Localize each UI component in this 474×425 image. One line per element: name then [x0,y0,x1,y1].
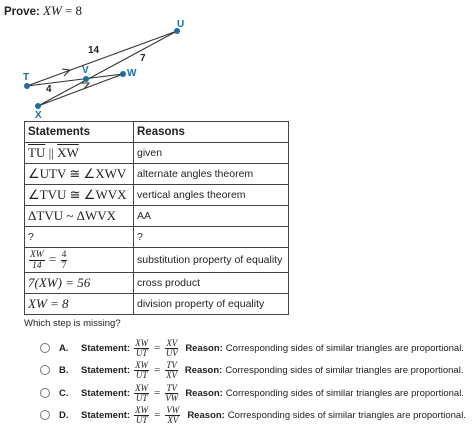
choice-c[interactable] [40,384,464,402]
table-row [25,248,289,273]
statement-cell: ? [25,227,134,248]
point-v [83,76,89,82]
choice-reason: Corresponding sides of similar triangles are proportional. [225,342,464,354]
statement-cell: ∠UTV ≅ ∠XWV [25,164,134,185]
label-t: T [23,72,30,83]
reason-cell: alternate angles theorem [134,164,289,185]
radio-b[interactable] [40,365,50,375]
point-x [35,103,41,109]
reason-label: Reason: [187,409,225,421]
reason-cell: AA [134,206,289,227]
reason-cell: vertical angles theorem [134,185,289,206]
choice-a[interactable] [40,339,464,357]
radio-a[interactable] [40,343,50,353]
table-row [25,143,289,164]
choice-letter: A. [59,342,69,354]
choice-equation: $\frac{XW}{UT}$ = $\frac{TV}{VW}$ [135,382,179,403]
choice-d[interactable] [40,406,466,424]
table-header-row [25,122,289,143]
header-statements: Statements [25,122,134,143]
statement-cell: XW = 8 [25,294,134,315]
prove-rhs: 8 [75,3,83,18]
question-text: Which step is missing? [24,318,121,329]
reason-label: Reason: [185,387,223,399]
reason-cell: division property of equality [134,294,289,315]
label-tv-length: 14 [88,45,100,56]
statement-cell: 7(XW) = 56 [25,273,134,294]
prove-label: Prove: [4,6,40,18]
geometry-diagram [0,18,200,120]
header-reasons: Reasons [134,122,289,143]
reason-label: Reason: [185,342,223,354]
segment-tu [27,31,177,86]
statement-cell: ΔTVU ~ ΔWVX [25,206,134,227]
statement-label: Statement: [81,387,131,399]
label-u: U [177,19,185,30]
label-x: X [35,110,42,120]
choice-letter: B. [59,364,69,376]
reason-label: Reason: [184,364,223,376]
choice-reason: Corresponding sides of similar triangles are proportional. [227,409,466,421]
point-w [120,71,126,77]
parallel-mark-icon [81,83,89,89]
statement-cell: $\overline{TU}$ || $\overline{XW}$ [25,143,134,164]
table-row [25,164,289,185]
proof-table [24,121,289,315]
choice-letter: C. [59,387,69,399]
statement-label: Statement: [81,342,131,354]
radio-c[interactable] [40,388,50,398]
point-t [24,83,30,89]
table-row [25,273,289,294]
reason-cell: given [134,143,289,164]
table-row [25,227,289,248]
choice-equation: $\frac{XW}{UT}$ = $\frac{XV}{UV}$ [135,337,178,358]
label-xv-length: 4 [46,84,52,95]
choice-b[interactable] [40,361,463,379]
radio-d[interactable] [40,410,50,420]
statement-label: Statement: [81,364,131,376]
table-row [25,294,289,315]
choice-letter: D. [59,409,69,421]
statement-cell: $\frac{XW}{14}$ = $\frac{4}{7}$ [25,248,134,273]
label-v: V [82,65,89,76]
prove-eq: = [64,3,73,18]
choice-reason: Corresponding sides of similar triangles are proportional. [225,364,464,376]
reason-cell: cross product [134,273,289,294]
table-row [25,185,289,206]
prove-statement [4,3,82,19]
prove-lhs: XW [43,3,62,18]
choice-equation: $\frac{XW}{UT}$ = $\frac{VW}{XV}$ [135,404,180,425]
reason-cell: ? [134,227,289,248]
statement-cell: ∠TVU ≅ ∠WVX [25,185,134,206]
table-row [25,206,289,227]
segment-xu [38,31,177,106]
statement-label: Statement: [81,409,131,421]
choice-equation: $\frac{XW}{UT}$ = $\frac{TV}{XV}$ [135,359,178,380]
label-w: W [127,68,137,79]
label-vu-length: 7 [140,53,146,64]
choice-reason: Corresponding sides of similar triangles are proportional. [225,387,464,399]
reason-cell: substitution property of equality [134,248,289,273]
